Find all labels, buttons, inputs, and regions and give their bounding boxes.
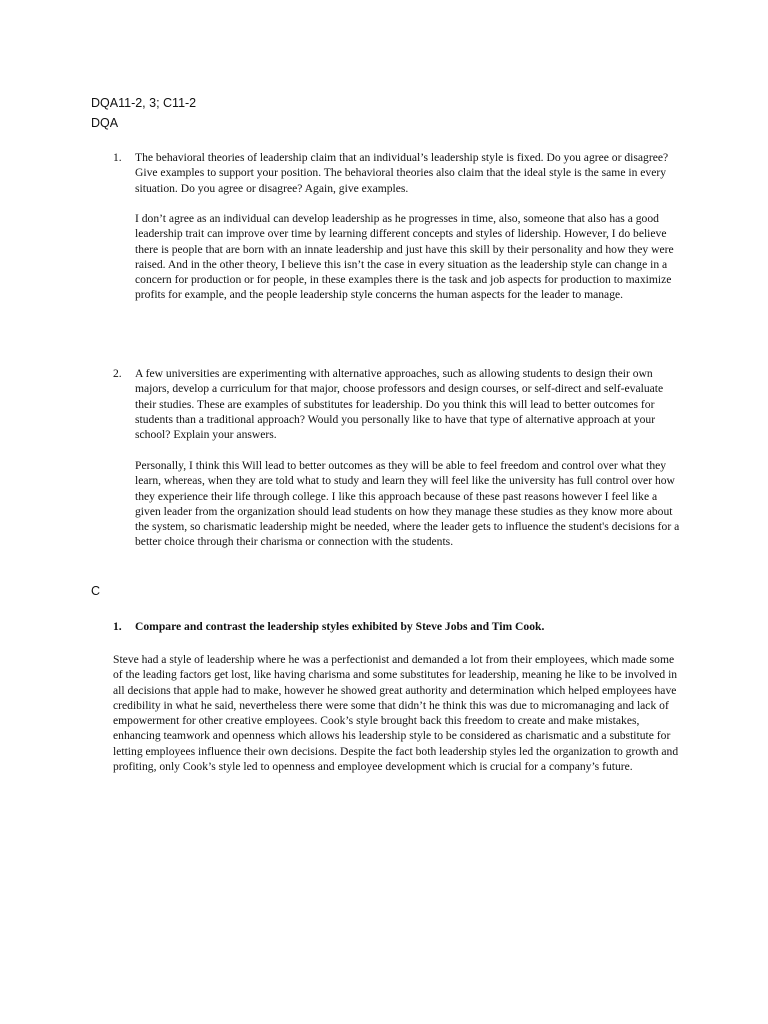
question-number-1: 1. <box>113 151 122 164</box>
question-2-text: A few universities are experimenting with alternative approaches, such as allowing students to design their own majors, develop a curriculum for that major, choose professors and design courses, or self-direct and self-evaluate their studies. These are examples of substitutes for leadership. Do you think this will lead to better outcomes for students than a traditional approach? Would you personally like to have that type of alternative approach at your school? Explain your answers. <box>135 367 664 442</box>
section-label-dqa: DQA <box>91 116 119 130</box>
answer-1-text: I don’t agree as an individual can develop leadership as he progresses in time, also, someone that also has a good leadership trait can improve over time by learning different concepts and styles of lidership. However, I do believe there is people that are born with an innate leadership and just have this skill by their personality and how they were raised. And in the other theory, I believe this isn’t the case in every situation as the leadership style can change in a concern for production or for people, in these examples there is the task and job aspects for production to maximize profits for example, and the people leadership style concerns the human aspects for the leader to manage. <box>135 212 674 302</box>
c-question-1-text: Compare and contrast the leadership styles exhibited by Steve Jobs and Tim Cook. <box>135 620 545 633</box>
answer-2-text: Personally, I think this Will lead to better outcomes as they will be able to feel freedom and control over what they learn, whereas, when they are told what to study and learn they will feel like the university has full control over how they experience their life through college. I like this approach because of these past reasons however I feel like a given leader from the organization should lead students on how they manage these studies as they know more about the system, so charismatic leadership might be needed, where the leader gets to influence the student's decisions for a better choice through their charisma or connection with the students. <box>135 459 680 549</box>
question-1-text: The behavioral theories of leadership claim that an individual’s leadership style is fixed. Do you agree or disagree? Give examples to support your position. The behavioral theories also claim that the ideal style is the same in every situation. Do you agree or disagree? Again, give examples. <box>135 151 669 195</box>
c-question-number-1: 1. <box>113 620 122 633</box>
document-title: DQA11-2, 3; C11-2 <box>91 96 197 110</box>
section-label-c: C <box>91 584 101 598</box>
question-number-2: 2. <box>113 367 122 380</box>
c-answer-1-text: Steve had a style of leadership where he was a perfectionist and demanded a lot from their employees, which made some of the leading factors get lost, like having charisma and some substitutes for leadership, meaning he like to be involved in all decisions that apple had to make, however he showed great authority and determination which helped employees have credibility in what he said, nevertheless there were some that didn’t he think this was due to micromanaging and lack of empowerment for other creative employees. Cook’s style brought back this freedom to create and make mistakes, enhancing teamwork and openness which allows his leadership style to be considered as charismatic and a substitute for letting employees influence their own decisions. Despite the fact both leadership styles led the organization to growth and profiting, only Cook’s style led to openness and employee development which is crucial for a company’s future. <box>113 653 679 774</box>
